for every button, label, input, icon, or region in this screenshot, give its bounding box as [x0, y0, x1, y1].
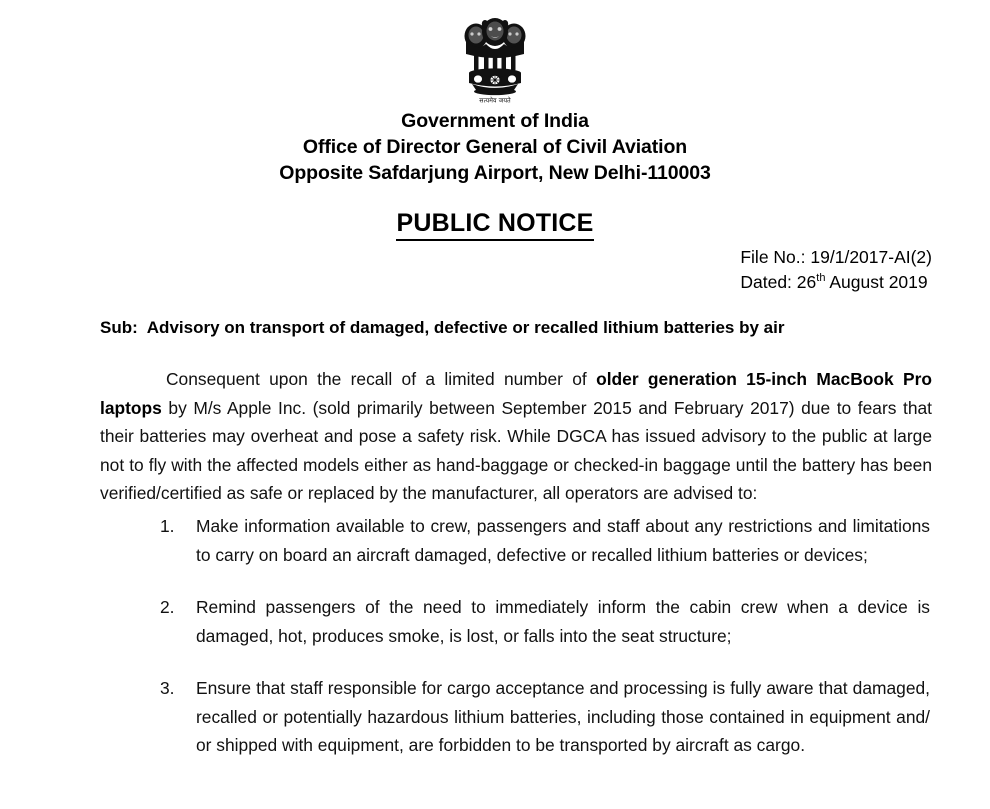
advisory-list — [100, 512, 932, 760]
file-number-value: 19/1/2017-AI(2) — [810, 247, 932, 267]
national-emblem-icon — [458, 14, 532, 106]
list-item-text: Make information available to crew, passengers and staff about any restrictions and limitations to carry on board an aircraft damaged, defective or recalled lithium batteries or devices; — [196, 516, 930, 565]
paragraph-text-part2: by M/s Apple Inc. (sold primarily between September 2015 and February 2017) due to fears that their batteries may overheat and pose a safety risk. While DGCA has issued advisory to the public at large not to fly with the affected models either as hand-baggage or checked-in baggage until the battery has been verified/certified as safe or replaced by the manufacturer, all operators are advised to: — [100, 397, 932, 503]
file-meta — [740, 245, 932, 295]
emblem-container — [0, 14, 990, 106]
body-paragraph — [100, 365, 932, 508]
subject-line — [100, 316, 940, 340]
list-item-number: 3. — [160, 678, 175, 698]
list-item-text: Ensure that staff responsible for cargo acceptance and processing is fully aware that damaged, recalled or potentially hazardous lithium batteries, including those contained in equipment and/ or shipped with equipment, are forbidden to be transported by aircraft as cargo. — [196, 678, 930, 755]
emblem-motto: सत्यमेव जयते — [479, 96, 511, 105]
header-line-office: Office of Director General of Civil Aviation — [302, 136, 688, 158]
subject-label: Sub: — [100, 318, 138, 337]
header-line-address: Opposite Safdarjung Airport, New Delhi-110003 — [279, 162, 711, 184]
list-item — [100, 674, 932, 760]
list-item-number: 1. — [160, 516, 175, 536]
date-label: Dated: — [740, 272, 792, 292]
list-item-number: 2. — [160, 597, 175, 617]
title-container — [0, 208, 990, 241]
list-item — [100, 593, 932, 650]
header-line-government: Government of India — [401, 110, 589, 132]
date-ordinal-suffix: th — [816, 272, 826, 285]
date-month-year: August 2019 — [829, 272, 928, 292]
list-item-text: Remind passengers of the need to immediately inform the cabin crew when a device is damaged, hot, produces smoke, is lost, or falls into the seat structure; — [196, 597, 930, 646]
list-item — [100, 512, 932, 569]
subject-text: Advisory on transport of damaged, defective or recalled lithium batteries by air — [146, 318, 785, 337]
document-header — [0, 108, 990, 186]
page-title: PUBLIC NOTICE — [396, 208, 593, 241]
date-row — [740, 270, 932, 295]
file-number-row — [740, 245, 932, 270]
paragraph-text-part1: Consequent upon the recall of a limited number of — [166, 369, 597, 389]
date-day: 26 — [796, 272, 817, 292]
file-number-label: File No.: — [740, 247, 806, 267]
paragraph-emphasis-product: older generation 15-inch MacBook Pro laptops — [100, 369, 932, 418]
